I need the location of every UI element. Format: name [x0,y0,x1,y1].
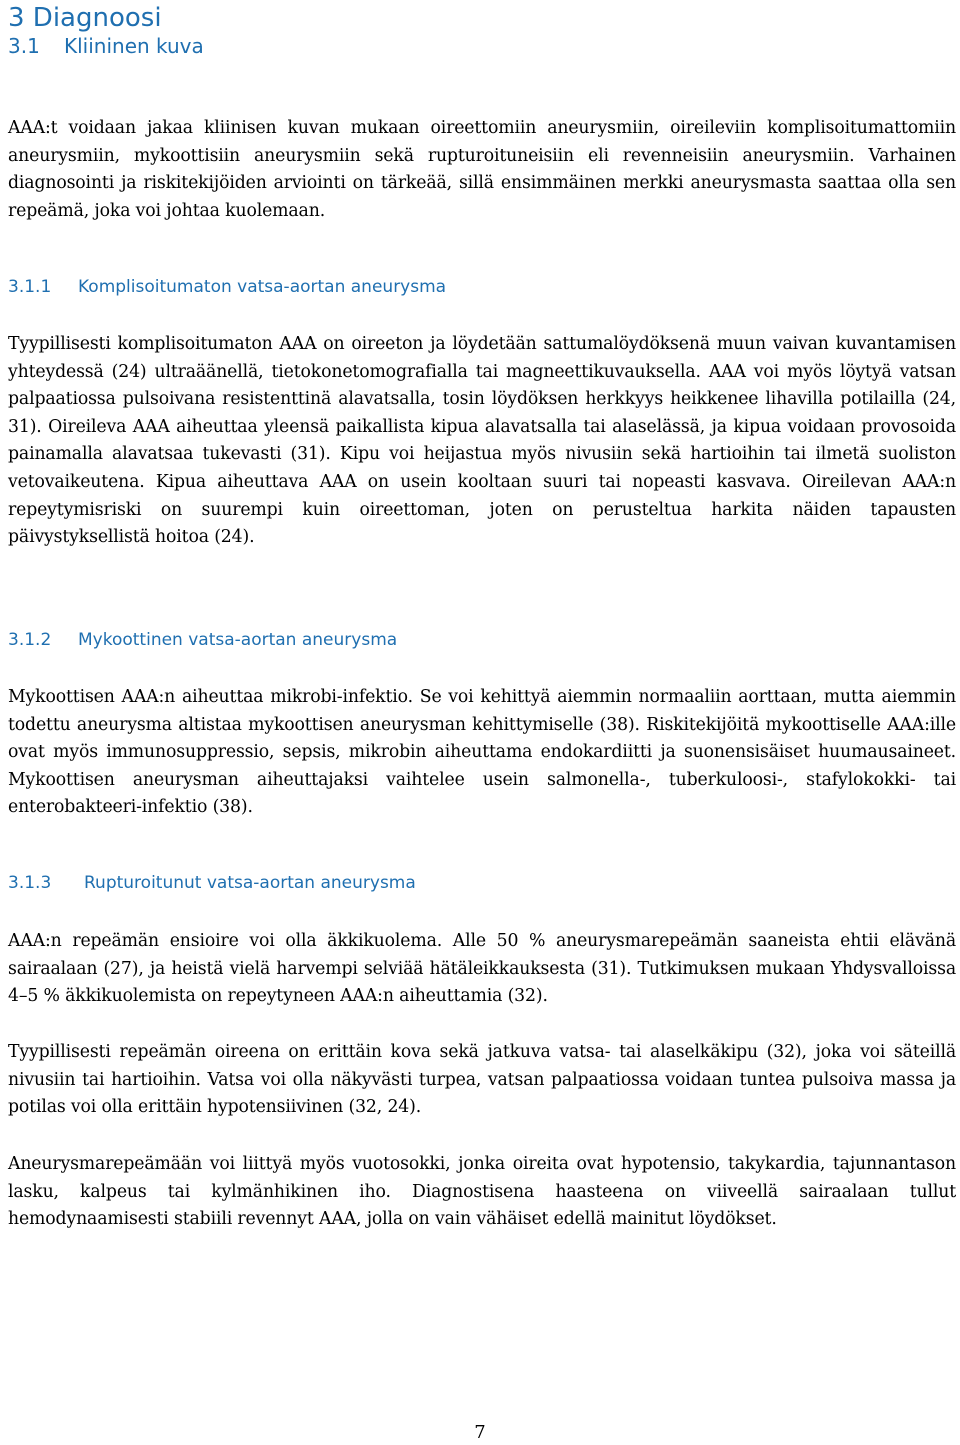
paragraph-3-1-2: Mykoottisen AAA:n aiheuttaa mikrobi-infektio. Se voi kehittyä aiemmin normaaliin aorttaan, mutta aiemmin todettu aneurysma altistaa mykoottisen aneurysman kehittymiselle (38). Riskitekijöitä mykoottiselle AAA:ille ovat myös immunosuppressio, sepsis, mikrobin aiheuttama endokardiitti ja suonensisäiset huumausaineet. Mykoottisen aneurysman aiheuttajaksi vaihtelee usein salmonella-, tuberkuloosi-, stafylokokki- tai enterobakteeri-infektio (38). [8,687,956,818]
section-title: Kliininen kuva [64,34,204,58]
paragraph-3-1-3-c: Aneurysmarepeämään voi liittyä myös vuotosokki, jonka oireita ovat hypotensio, takykardia, tajunnantason lasku, kalpeus tai kylmänhikinen iho. Diagnostisena haasteena on viiveellä sairaalaan tullut hemodynaamisesti stabiili revennyt AAA, jolla on vain vähäiset edellä mainitut löydökset. [8,1154,956,1230]
paragraph-3-1-3-b: Tyypillisesti repeämän oireena on erittäin kova sekä jatkuva vatsa- tai alaselkäkipu (32), joka voi säteillä nivusiin tai hartioihin. Vatsa voi olla näkyvästi turpea, vatsan palpaatiossa voidaan tuntea pulsoiva massa ja potilas voi olla erittäin hypotensiivinen (32, 24). [8,1042,956,1118]
paragraph-3-1-1: Tyypillisesti komplisoitumaton AAA on oireeton ja löydetään sattumalöydöksenä muun vaivan kuvantamisen yhteydessä (24) ultraäänellä, tietokonetomografialla tai magneettikuvauksella. AAA voi myös löytyä vatsan palpaatiossa pulsoivana resistenttinä alavatsalla, tosin löydöksen herkkyys heikkenee lihavilla potilailla (24, 31). Oireileva AAA aiheuttaa yleensä paikallista kipua alavatsalla tai alaselässä, ja kipua voidaan provosoida painamalla alavatsaa tukevasti (31). Kipu voi heijastua myös nivusiin sekä hartioihin tai ilmetä suoliston vetovaikeutena. Kipua aiheuttava AAA on usein kooltaan suuri tai nopeasti kasvava. Oireilevan AAA:n repeytymisriski on suurempi kuin oireettoman, joten on perusteltua harkita näiden tapausten päivystyksellistä hoitoa (24). [8,334,956,548]
subsection-number: 3.1.3 [8,873,52,893]
chapter-heading: 3 Diagnoosi [8,3,162,33]
subsection-heading-3-1-1 [8,275,446,299]
subsection-title: Mykoottinen vatsa-aortan aneurysma [78,630,398,650]
intro-paragraph: AAA:t voidaan jakaa kliinisen kuvan mukaan oireettomiin aneurysmiin, oireileviin komplisoitumattomiin aneurysmiin, mykoottisiin aneurysmiin sekä rupturoituneisiin eli revenneisiin aneurysmiin. Varhainen diagnosointi ja riskitekijöiden arviointi on tärkeää, sillä ensimmäinen merkki aneurysmasta saattaa olla sen repeämä, joka voi johtaa kuolemaan. [8,118,956,221]
subsection-heading-3-1-2 [8,628,397,652]
paragraph-3-1-3-a: AAA:n repeämän ensioire voi olla äkkikuolema. Alle 50 % aneurysmarepeämän saaneista ehtii elävänä sairaalaan (27), ja heistä vielä harvempi selviää hätäleikkauksesta (31). Tutkimuksen mukaan Yhdysvalloissa 4–5 % äkkikuolemista on repeytyneen AAA:n aiheuttamia (32). [8,931,956,1007]
subsection-number: 3.1.2 [8,630,52,650]
page-number: 7 [474,1422,486,1443]
subsection-title: Komplisoitumaton vatsa-aortan aneurysma [78,277,447,297]
subsection-heading-3-1-3 [8,871,416,895]
section-heading [8,33,608,59]
section-number: 3.1 [8,34,40,58]
subsection-number: 3.1.1 [8,277,52,297]
subsection-title: Rupturoitunut vatsa-aortan aneurysma [84,873,416,893]
